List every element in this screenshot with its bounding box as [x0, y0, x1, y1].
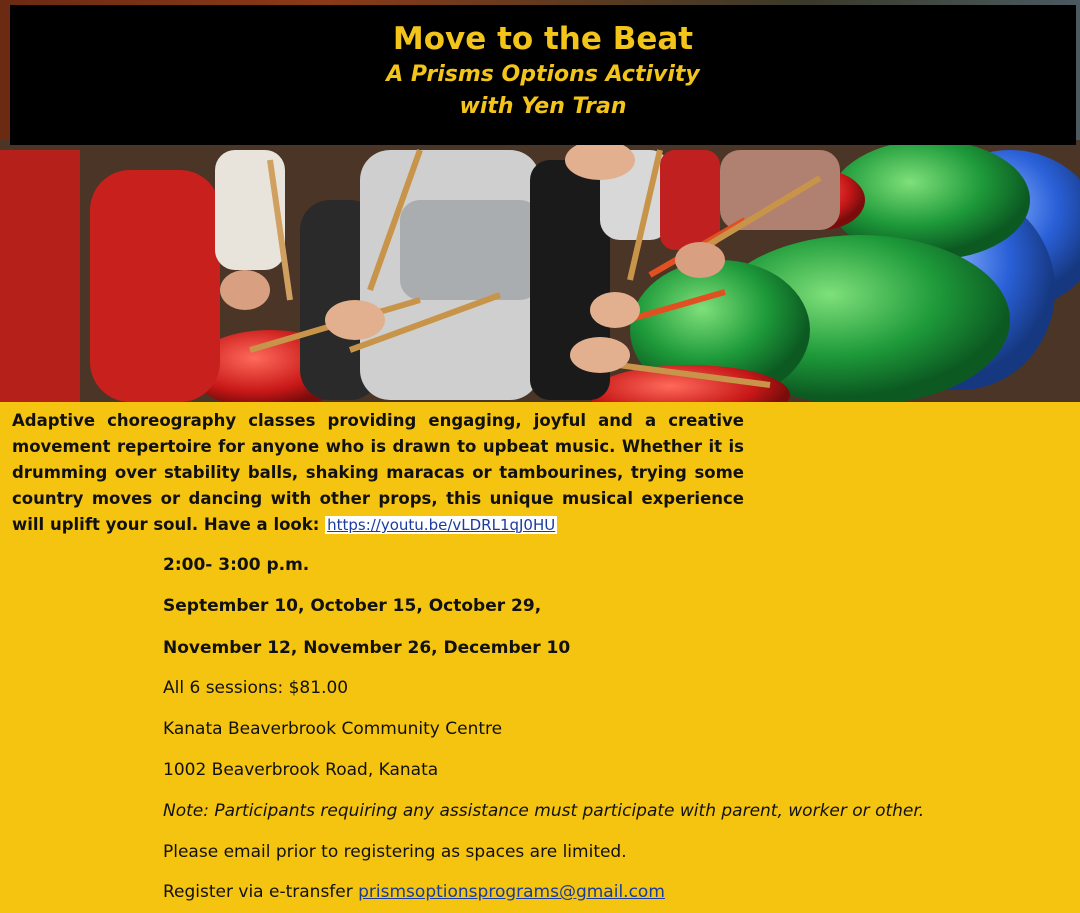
event-subtitle: A Prisms Options Activity: [386, 62, 700, 87]
event-byline: with Yen Tran: [459, 94, 627, 119]
event-price: All 6 sessions: $81.00: [163, 678, 349, 698]
event-dates-line1: September 10, October 15, October 29,: [163, 596, 542, 616]
email-notice: Please email prior to registering as spaces are limited.: [163, 842, 627, 862]
drumming-photo: [0, 0, 1080, 402]
event-note: Note: Participants requiring any assistance must participate with parent, worker or other.: [163, 801, 925, 821]
description-text: Adaptive choreography classes providing engaging, joyful and a creative movement repertoire for anyone who is drawn to upbeat music. Whether it is drumming over stability balls, shaking maracas or tambourines, trying some country moves or dancing with other props, this unique musical experience will uplift your soul. Have a look:: [12, 411, 744, 534]
register-prefix: Register via e-transfer: [163, 882, 353, 902]
event-time: 2:00- 3:00 p.m.: [163, 555, 310, 575]
video-link[interactable]: https://youtu.be/vLDRL1qJ0HU: [327, 516, 556, 534]
title-banner: [10, 5, 1076, 145]
event-venue: Kanata Beaverbrook Community Centre: [163, 719, 503, 739]
event-description: [12, 408, 744, 538]
register-email-link[interactable]: prismsoptionsprograms@gmail.com: [358, 882, 665, 902]
register-line: [163, 882, 665, 902]
event-dates-line2: November 12, November 26, December 10: [163, 638, 571, 658]
event-title: Move to the Beat: [392, 21, 694, 57]
event-address: 1002 Beaverbrook Road, Kanata: [163, 760, 439, 780]
